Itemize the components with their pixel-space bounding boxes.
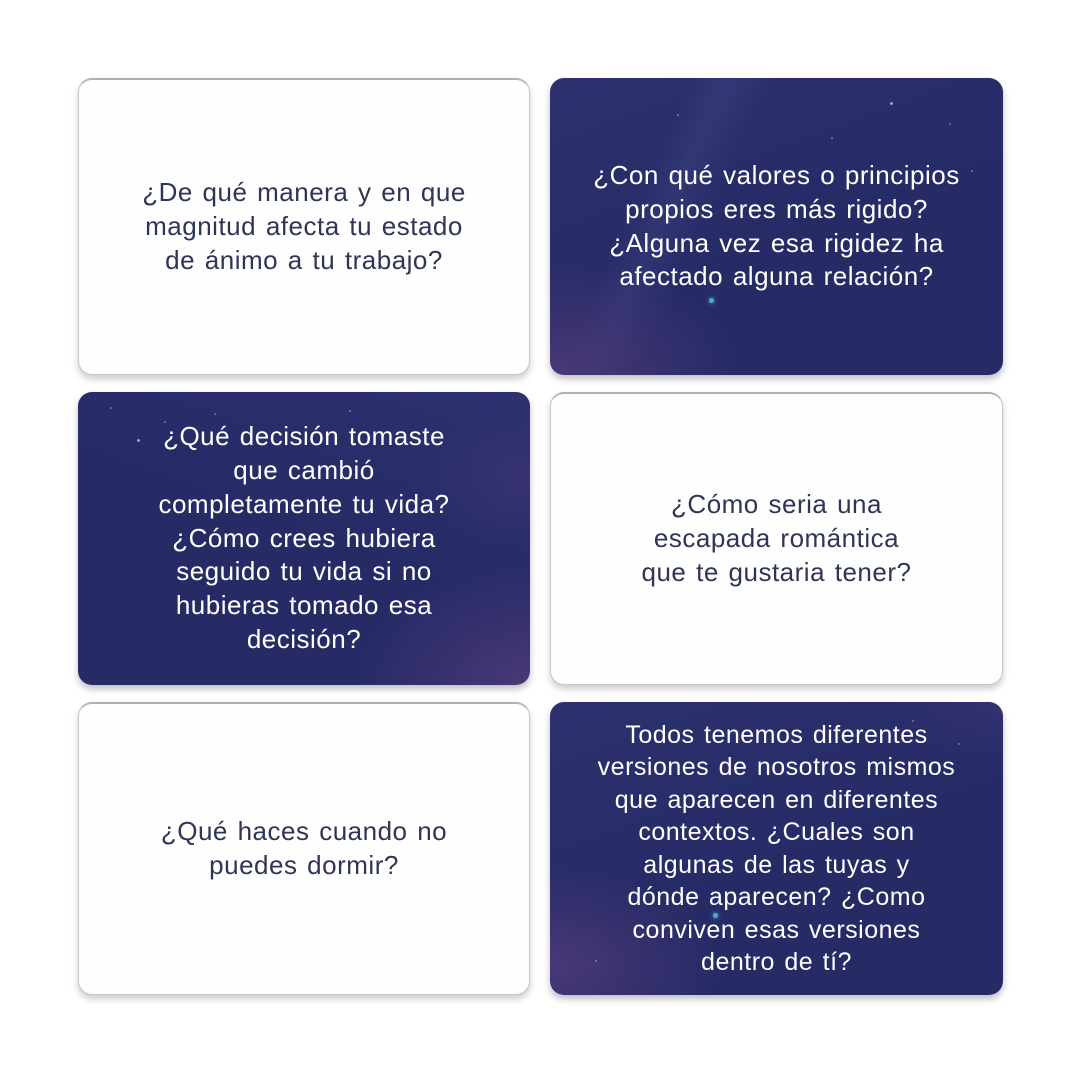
question-card-1: [78, 78, 530, 375]
star-dot: [971, 170, 973, 172]
question-card-1-text: ¿De qué manera y en que magnitud afecta tu estado de ánimo a tu trabajo?: [142, 177, 466, 275]
star-dot: [949, 123, 951, 125]
question-card-3: [78, 392, 530, 685]
question-card-2-text: ¿Con qué valores o principios propios eres más rigido? ¿Alguna vez esa rigidez ha afectado alguna relación?: [593, 159, 960, 292]
card-grid: [78, 78, 1003, 995]
star-dot: [831, 137, 833, 139]
star-dot: [890, 102, 893, 105]
question-card-4: [550, 392, 1003, 685]
question-card-6-text: Todos tenemos diferentes versiones de nosotros mismos que aparecen en diferentes contextos. ¿Cuales son algunas de las tuyas y dónde aparecen? ¿Como conviven esas versiones dentro de tí?: [597, 720, 956, 976]
question-card-4-text: ¿Cómo seria una escapada romántica que te gustaria tener?: [641, 489, 912, 587]
star-dot: [349, 410, 351, 412]
star-dot: [110, 407, 112, 409]
question-card-5-text: ¿Qué haces cuando no puedes dormir?: [160, 816, 448, 880]
star-dot: [709, 298, 714, 303]
question-card-2: [550, 78, 1003, 375]
question-card-6: [550, 702, 1003, 995]
star-dot: [137, 439, 140, 442]
question-card-3-text: ¿Qué decisión tomaste que cambió completamente tu vida? ¿Cómo crees hubiera seguido tu vida si no hubieras tomado esa decisión?: [158, 421, 450, 654]
star-dot: [214, 413, 216, 415]
star-dot: [958, 743, 960, 745]
question-card-5: [78, 702, 530, 995]
star-dot: [677, 114, 679, 116]
